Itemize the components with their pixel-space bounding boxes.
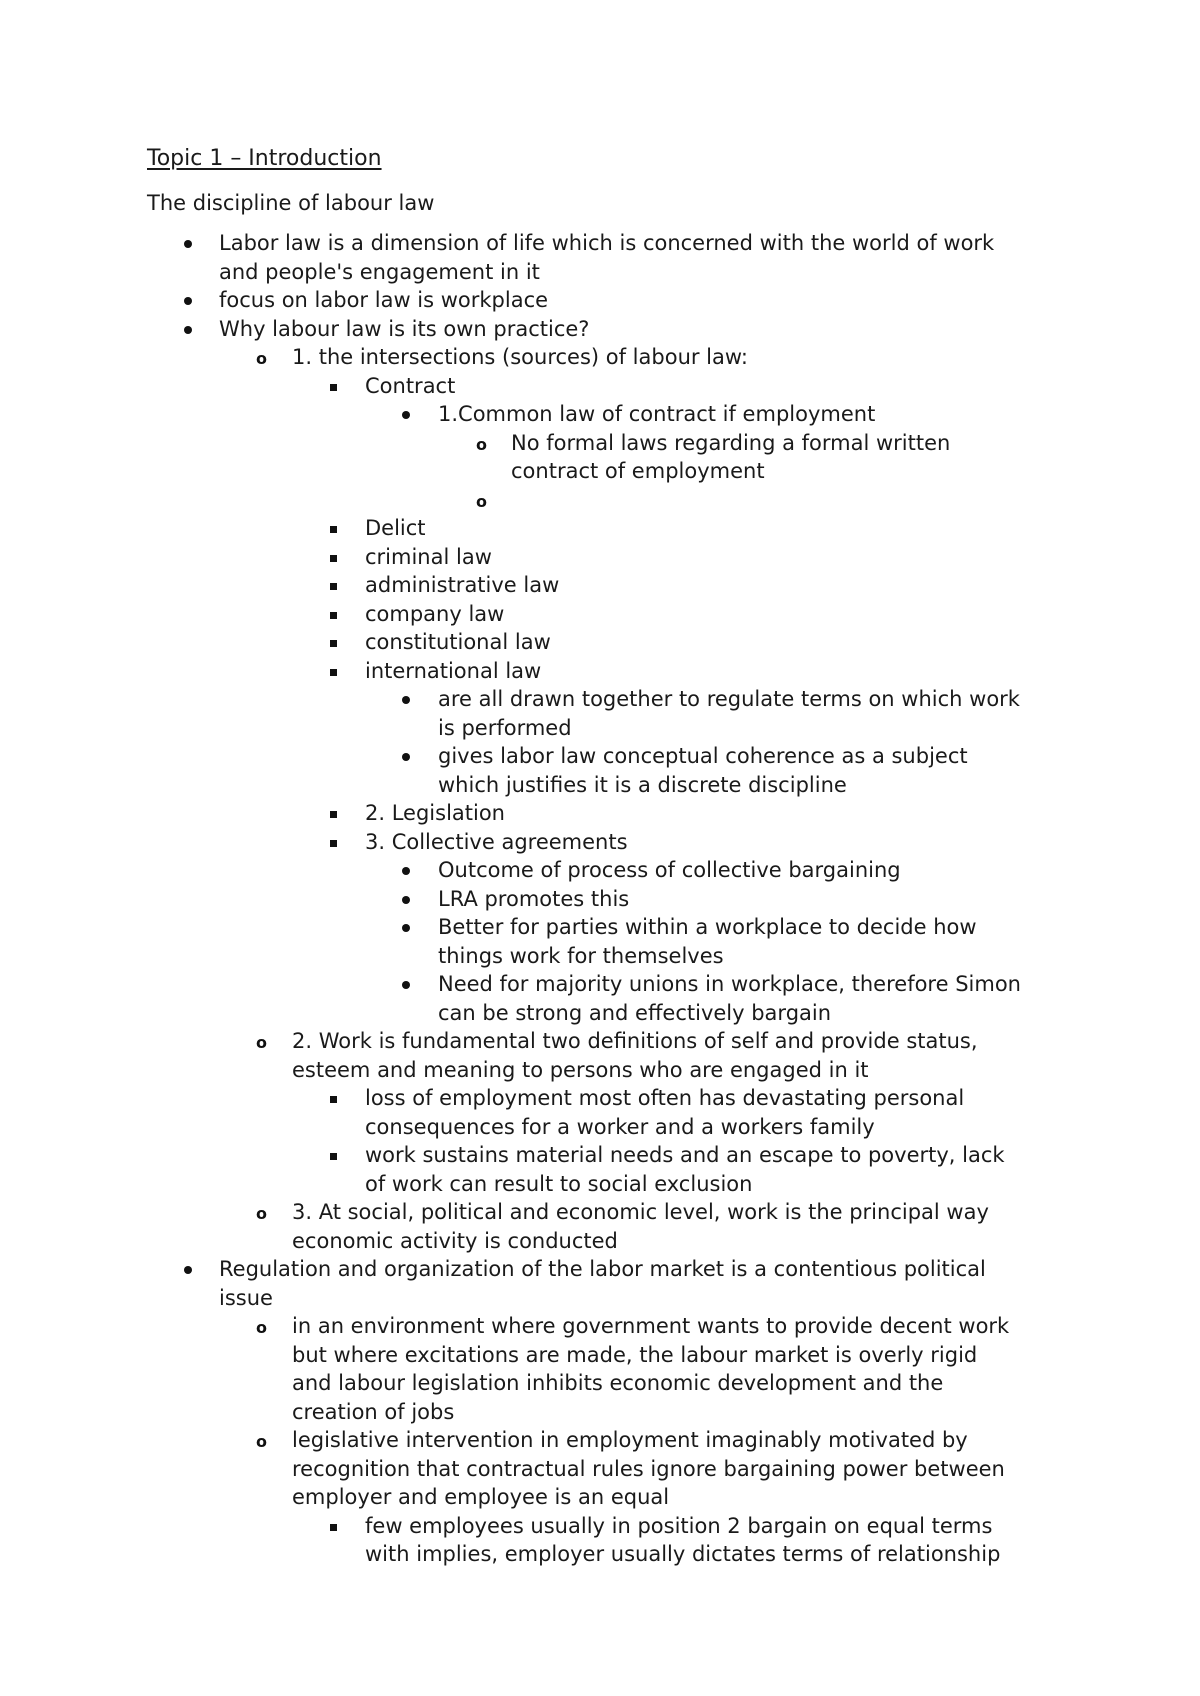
list-item: 1. the intersections (sources) of labour law: [292,345,748,369]
page-title: Topic 1 – Introduction [147,146,382,171]
bullet-circle-icon: o [256,1318,267,1337]
bullet-circle-icon: o [256,1432,267,1451]
list-item: in an environment where government wants to provide decent work but where excitations are made, the labour market is overly rigid and labour legislation inhibits economic development and the creation of jobs [292,1314,1010,1424]
bullet-circle-icon: o [256,1033,267,1052]
list-item: work sustains material needs and an escape to poverty, lack of work can result to social exclusion [365,1143,1005,1196]
list-item: 3. At social, political and economic level, work is the principal way economic activity is conducted [292,1200,989,1253]
bullet-square-icon [330,811,337,818]
section-heading: The discipline of labour law [147,191,435,215]
bullet-square-icon [330,1524,337,1531]
list-item: are all drawn together to regulate terms on which work is performed [438,687,1020,740]
bullet-square-icon [330,640,337,647]
bullet-dot-icon [402,981,410,989]
list-item: company law [365,601,505,626]
list-item: few employees usually in position 2 bargain on equal terms with implies, employer usually dictates terms of relationship [365,1513,1001,1566]
list-item: No formal laws regarding a formal written contract of employment [511,430,951,483]
bullet-dot-icon [184,326,192,334]
bullet-dot-icon [402,696,410,704]
list-item: 3. Collective agreements [365,829,628,854]
bullet-dot-icon [184,297,192,305]
bullet-dot-icon [402,896,410,904]
bullet-dot-icon [402,411,410,419]
bullet-square-icon [330,1153,337,1160]
list-item: loss of employment most often has devastating personal consequences for a worker and a workers family [365,1086,965,1139]
bullet-square-icon [330,1096,337,1103]
bullet-square-icon [330,669,337,676]
list-item: constitutional law [365,630,551,654]
bullet-circle-icon: o [476,491,487,511]
bullet-square-icon [330,526,337,533]
list-item: 2. Work is fundamental two definitions of self and provide status, esteem and meaning to persons who are engaged in it [292,1029,978,1082]
bullet-circle-icon: o [256,349,267,368]
list-item: 2. Legislation [365,801,505,825]
list-item: international law [365,658,542,683]
bullet-circle-icon: o [476,434,487,454]
bullet-dot-icon [184,1266,192,1274]
list-item: Why labour law is its own practice? [219,316,590,341]
bullet-square-icon [330,384,337,391]
bullet-square-icon [330,840,337,847]
list-item: Better for parties within a workplace to decide how things work for themselves [438,915,977,968]
list-item: criminal law [365,544,492,569]
list-item: administrative law [365,573,560,597]
bullet-circle-icon: o [256,1204,267,1223]
list-item: Need for majority unions in workplace, therefore Simon can be strong and effectively bargain [438,972,1021,1025]
list-item: Delict [365,516,426,540]
list-item: gives labor law conceptual coherence as a subject which justifies it is a discrete discipline [438,744,968,797]
bullet-dot-icon [184,240,192,248]
bullet-square-icon [330,612,337,619]
bullet-dot-icon [402,924,410,932]
list-item: legislative intervention in employment imaginably motivated by recognition that contractual rules ignore bargaining power between employer and employee is an equal [292,1428,1005,1509]
list-item: Regulation and organization of the labor market is a contentious political issue [219,1257,986,1310]
list-item: LRA promotes this [438,886,630,911]
list-item: Outcome of process of collective bargaining [438,858,901,882]
list-item: focus on labor law is workplace [219,288,549,312]
list-item: Contract [365,373,456,398]
bullet-dot-icon [402,753,410,761]
bullet-square-icon [330,583,337,590]
bullet-square-icon [330,555,337,562]
bullet-dot-icon [402,867,410,875]
list-item: Labor law is a dimension of life which is concerned with the world of work and people's engagement in it [219,231,995,284]
list-item: 1.Common law of contract if employment [438,402,876,426]
